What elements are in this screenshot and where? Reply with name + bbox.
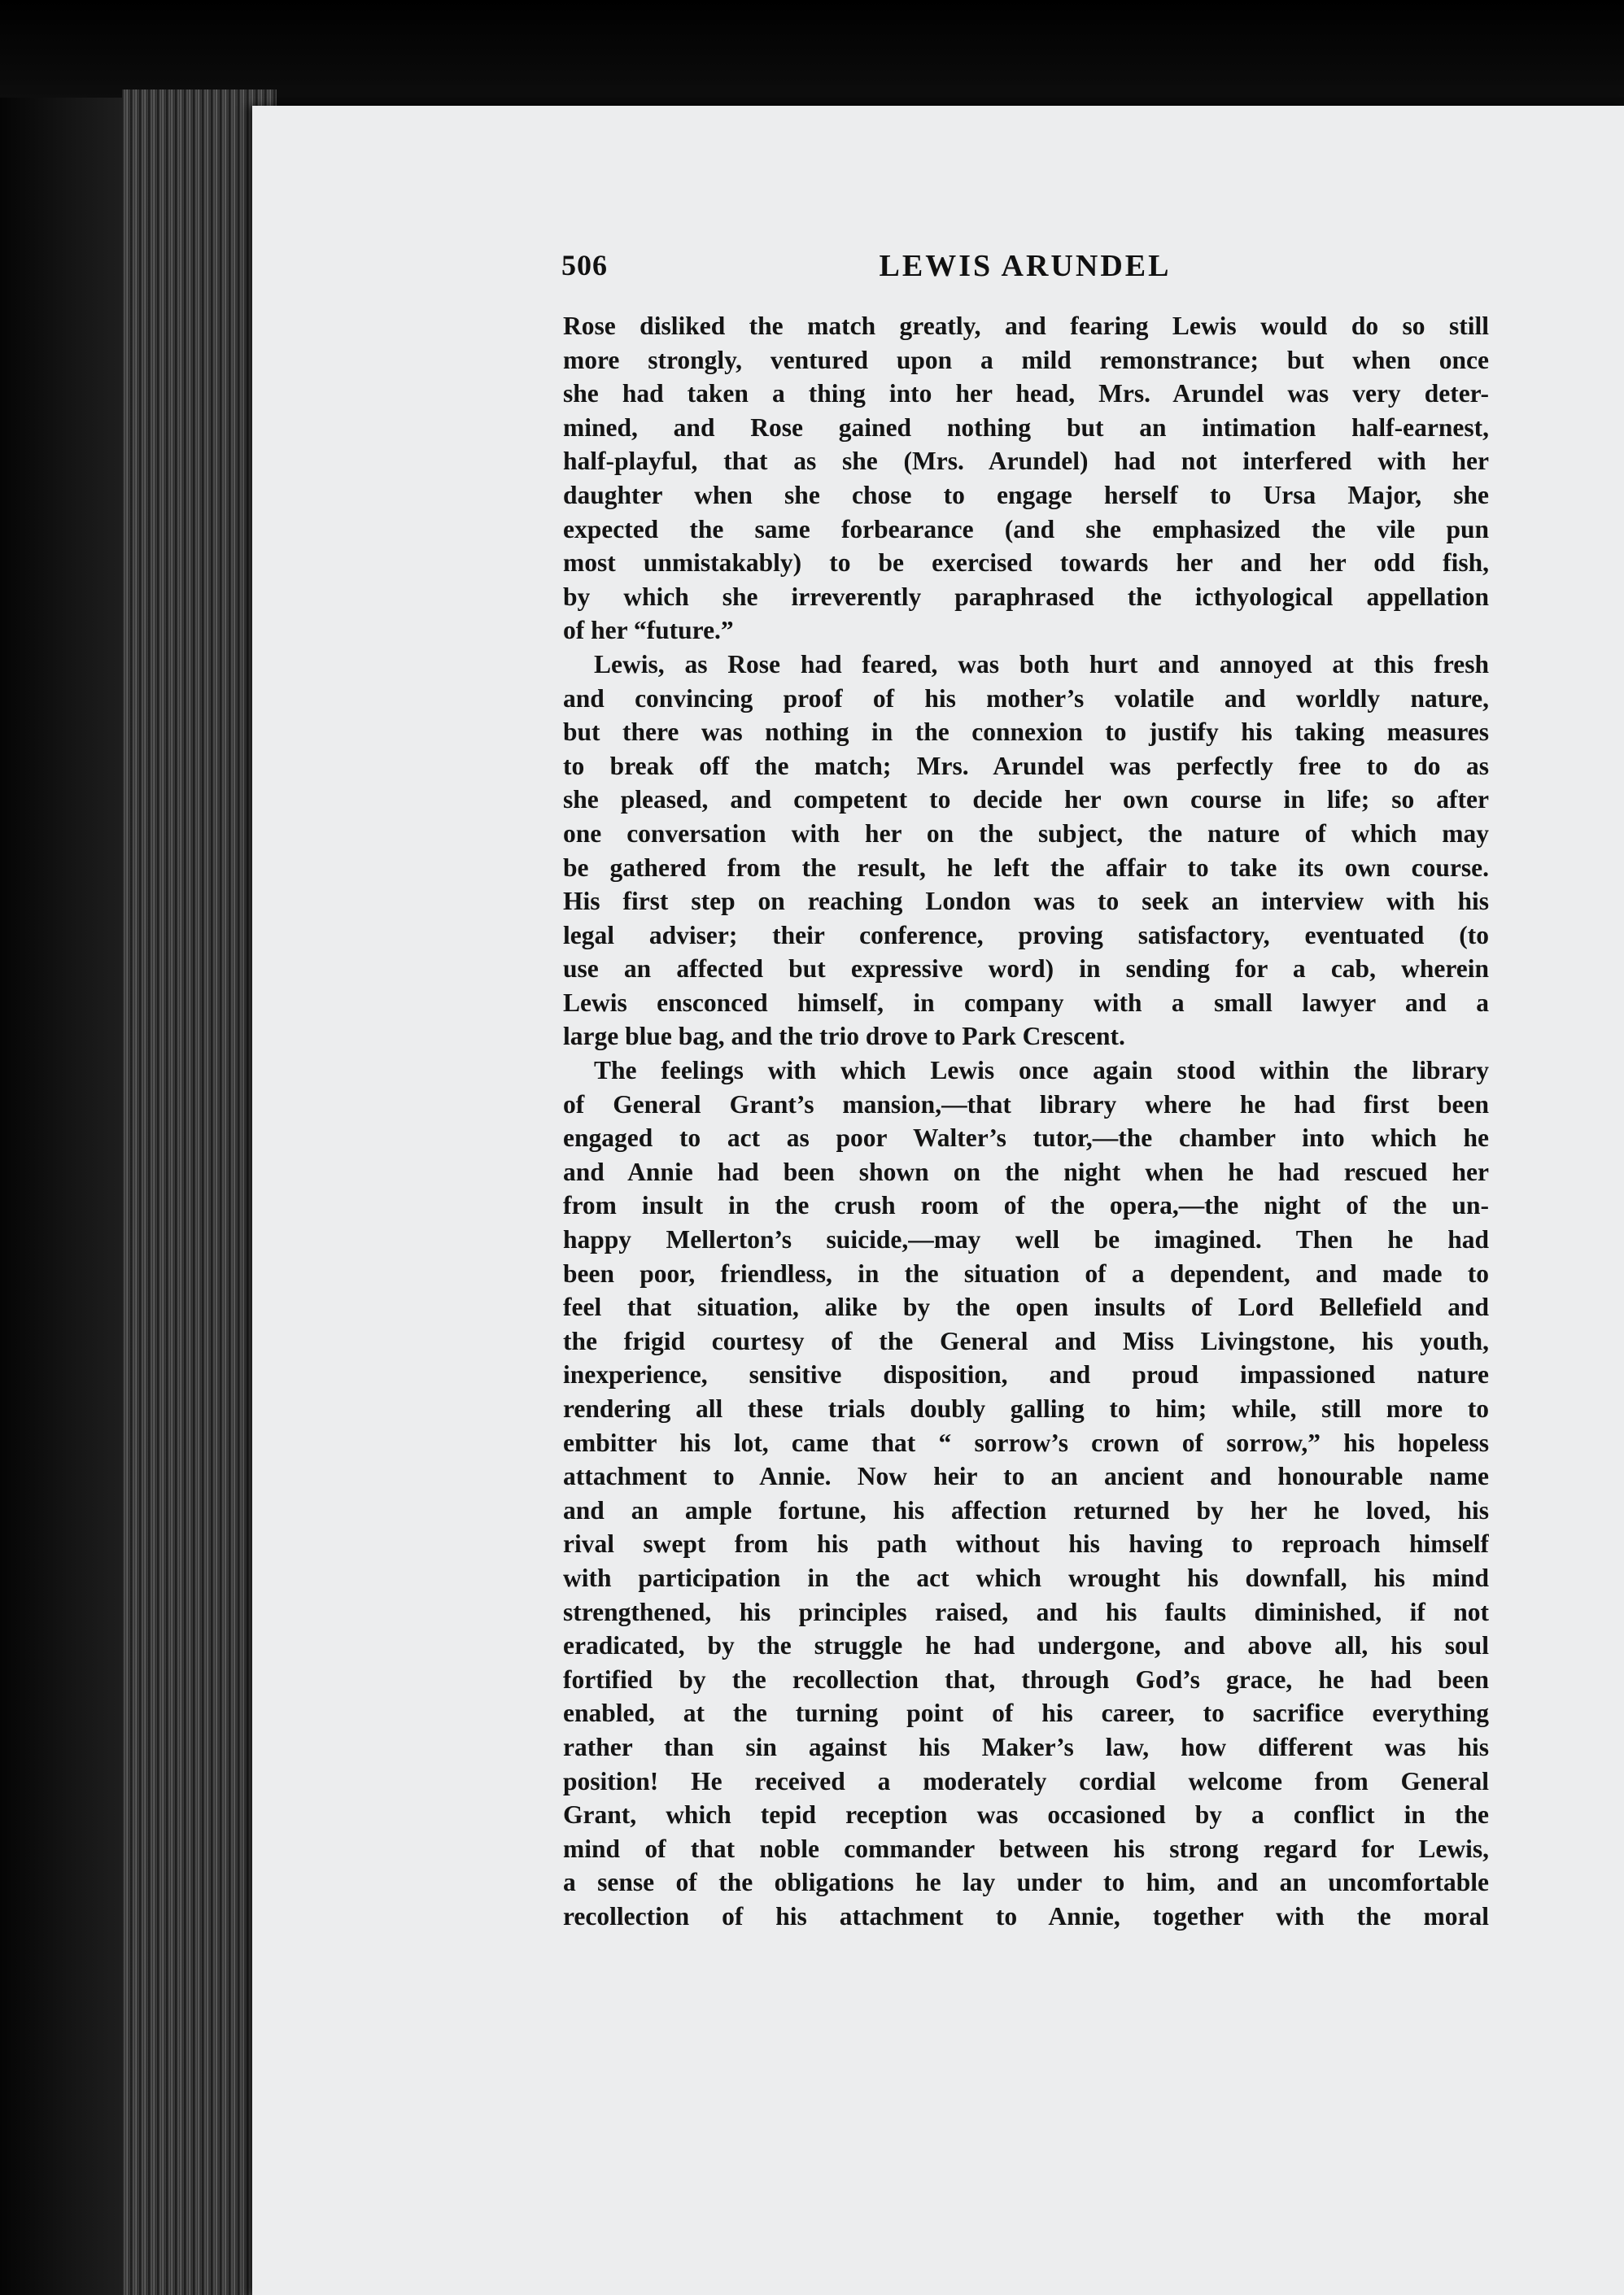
text-line: she had taken a thing into her head, Mrs. Arundel was very deter- bbox=[563, 379, 1489, 408]
book-edge-shadow bbox=[0, 0, 122, 2295]
text-line: by which she irreverently paraphrased the icthyological appellation bbox=[563, 582, 1489, 611]
page-header bbox=[561, 248, 1489, 289]
page-number: 506 bbox=[561, 249, 608, 281]
text-line: enabled, at the turning point of his career, to sacrifice everything bbox=[563, 1699, 1489, 1728]
text-line: the frigid courtesy of the General and Miss Livingstone, his youth, bbox=[563, 1326, 1489, 1355]
text-line: strengthened, his principles raised, and his faults diminished, if not bbox=[563, 1597, 1489, 1626]
text-line: Lewis ensconced himself, in company with a small lawyer and a bbox=[563, 988, 1489, 1017]
text-line: mined, and Rose gained nothing but an intimation half-earnest, bbox=[563, 412, 1489, 442]
text-line: one conversation with her on the subject, the nature of which may bbox=[563, 818, 1489, 848]
text-line: engaged to act as poor Walter’s tutor,—the chamber into which he bbox=[563, 1124, 1489, 1153]
text-line: The feelings with which Lewis once again stood within the library bbox=[594, 1056, 1489, 1085]
text-line: recollection of his attachment to Annie, together with the moral bbox=[563, 1901, 1489, 1931]
text-line: more strongly, ventured upon a mild remonstrance; but when once bbox=[563, 345, 1489, 374]
text-line: feel that situation, alike by the open insults of Lord Bellefield and bbox=[563, 1293, 1489, 1322]
text-line: and an ample fortune, his affection returned by her he loved, his bbox=[563, 1495, 1489, 1525]
running-title: LEWIS ARUNDEL bbox=[879, 249, 1172, 283]
text-line: most unmistakably) to be exercised towards her and her odd fish, bbox=[563, 548, 1489, 578]
text-line: she pleased, and competent to decide her own course in life; so after bbox=[563, 785, 1489, 814]
text-line: eradicated, by the struggle he had undergone, and above all, his soul bbox=[563, 1631, 1489, 1660]
scan-top-border bbox=[0, 0, 1624, 98]
text-line: of her “future.” bbox=[563, 616, 734, 645]
text-line: and Annie had been shown on the night when he had rescued her bbox=[563, 1157, 1489, 1186]
text-line: be gathered from the result, he left the affair to take its own course. bbox=[563, 853, 1489, 882]
text-line: rival swept from his path without his having to reproach himself bbox=[563, 1529, 1489, 1559]
text-line: inexperience, sensitive disposition, and proud impassioned nature bbox=[563, 1360, 1489, 1390]
text-line: and convincing proof of his mother’s volatile and worldly nature, bbox=[563, 683, 1489, 713]
text-line: daughter when she chose to engage herself to Ursa Major, she bbox=[563, 480, 1489, 509]
text-line: Rose disliked the match greatly, and fearing Lewis would do so still bbox=[563, 312, 1489, 340]
text-line: half-playful, that as she (Mrs. Arundel) had not interfered with her bbox=[563, 447, 1489, 476]
text-line: His first step on reaching London was to seek an interview with his bbox=[563, 887, 1489, 916]
text-line: expected the same forbearance (and she emphasized the vile pun bbox=[563, 514, 1489, 543]
text-line: large blue bag, and the trio drove to Park Crescent. bbox=[563, 1022, 1125, 1051]
text-line: rendering all these trials doubly galling to him; while, still more to bbox=[563, 1394, 1489, 1423]
text-line: from insult in the crush room of the opera,—the night of the un- bbox=[563, 1191, 1489, 1220]
text-line: legal adviser; their conference, proving satisfactory, eventuated (to bbox=[563, 920, 1489, 949]
text-line: fortified by the recollection that, through God’s grace, he had been bbox=[563, 1665, 1489, 1694]
text-line: been poor, friendless, in the situation of a dependent, and made to bbox=[563, 1259, 1489, 1288]
text-line: with participation in the act which wrought his downfall, his mind bbox=[563, 1563, 1489, 1592]
text-line: Grant, which tepid reception was occasioned by a conflict in the bbox=[563, 1800, 1489, 1830]
text-line: to break off the match; Mrs. Arundel was perfectly free to do as bbox=[563, 751, 1489, 780]
text-line: attachment to Annie. Now heir to an ancient and honourable name bbox=[563, 1462, 1489, 1491]
text-line: rather than sin against his Maker’s law, how different was his bbox=[563, 1732, 1489, 1761]
text-line: position! He received a moderately cordial welcome from General bbox=[563, 1766, 1489, 1795]
text-line: a sense of the obligations he lay under to him, and an uncomfortable bbox=[563, 1868, 1489, 1897]
text-line: Lewis, as Rose had feared, was both hurt and annoyed at this fresh bbox=[594, 649, 1489, 678]
text-line: of General Grant’s mansion,—that library where he had first been bbox=[563, 1089, 1489, 1119]
text-line: use an affected but expressive word) in sending for a cab, wherein bbox=[563, 954, 1489, 984]
text-line: but there was nothing in the connexion to justify his taking measures bbox=[563, 718, 1489, 747]
text-line: embitter his lot, came that “ sorrow’s crown of sorrow,” his hopeless bbox=[563, 1428, 1489, 1457]
text-line: happy Mellerton’s suicide,—may well be imagined. Then he had bbox=[563, 1225, 1489, 1254]
body-text bbox=[563, 309, 1489, 1934]
text-line: mind of that noble commander between his strong regard for Lewis, bbox=[563, 1834, 1489, 1863]
